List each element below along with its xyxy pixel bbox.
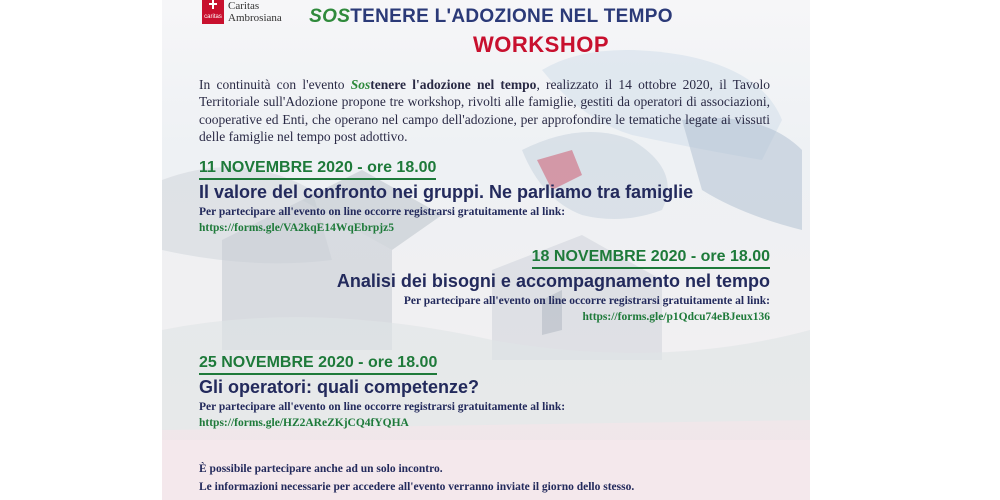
page-subtitle: WORKSHOP: [473, 32, 609, 57]
registration-link[interactable]: https://forms.gle/p1Qdcu74eBJeux136: [582, 311, 770, 323]
poster: [162, 0, 810, 500]
workshop-date: 25 NOVEMBRE 2020 - ore 18.00: [199, 354, 437, 375]
footer-line-2: Le informazioni necessarie per accedere all'evento verranno inviate il giorno dello stesso.: [199, 481, 635, 493]
page-title: SOSTENERE L'ADOZIONE NEL TEMPO: [309, 6, 673, 27]
registration-link[interactable]: https://forms.gle/HZ2AReZKjCQ4fYQHA: [199, 417, 409, 429]
footer-line-1: È possibile partecipare anche ad un solo incontro.: [199, 463, 443, 475]
registration-note: Per partecipare all'evento on line occorre registrarsi gratuitamente al link:: [403, 295, 770, 307]
workshop-topic: Il valore del confronto nei gruppi. Ne parliamo tra famiglie: [199, 182, 694, 202]
registration-note: Per partecipare all'evento on line occorre registrarsi gratuitamente al link:: [199, 401, 566, 413]
workshop-date: 11 NOVEMBRE 2020 - ore 18.00: [199, 159, 436, 180]
workshop-topic: Gli operatori: quali competenze?: [199, 377, 480, 397]
workshop-1: [199, 159, 770, 234]
registration-link[interactable]: https://forms.gle/VA2kqE14WqEbrpjz5: [199, 222, 394, 234]
workshop-3: [199, 354, 770, 429]
footer-notes: [199, 460, 770, 496]
workshop-2: [199, 248, 770, 323]
registration-note: Per partecipare all'evento on line occorre registrarsi gratuitamente al link:: [199, 206, 566, 218]
caritas-logo-text: Caritas Ambrosiana: [228, 0, 282, 24]
workshop-topic: Analisi dei bisogni e accompagnamento nel tempo: [336, 271, 770, 291]
workshop-date: 18 NOVEMBRE 2020 - ore 18.00: [532, 248, 770, 269]
caritas-logo-mark: caritas: [202, 0, 224, 24]
intro-paragraph: In continuità con l'evento Sostenere l'adozione nel tempo, realizzato il 14 ottobre 2020, il Tavolo Territoriale sull'Adozione propone tre workshop, rivolti alle famiglie, gestiti da operatori di associazioni, cooperative ed Enti, che operano nel campo dell'adozione, per approfondire le tematiche legate ai vissuti delle famiglie nel tempo post adottivo.: [199, 77, 770, 144]
